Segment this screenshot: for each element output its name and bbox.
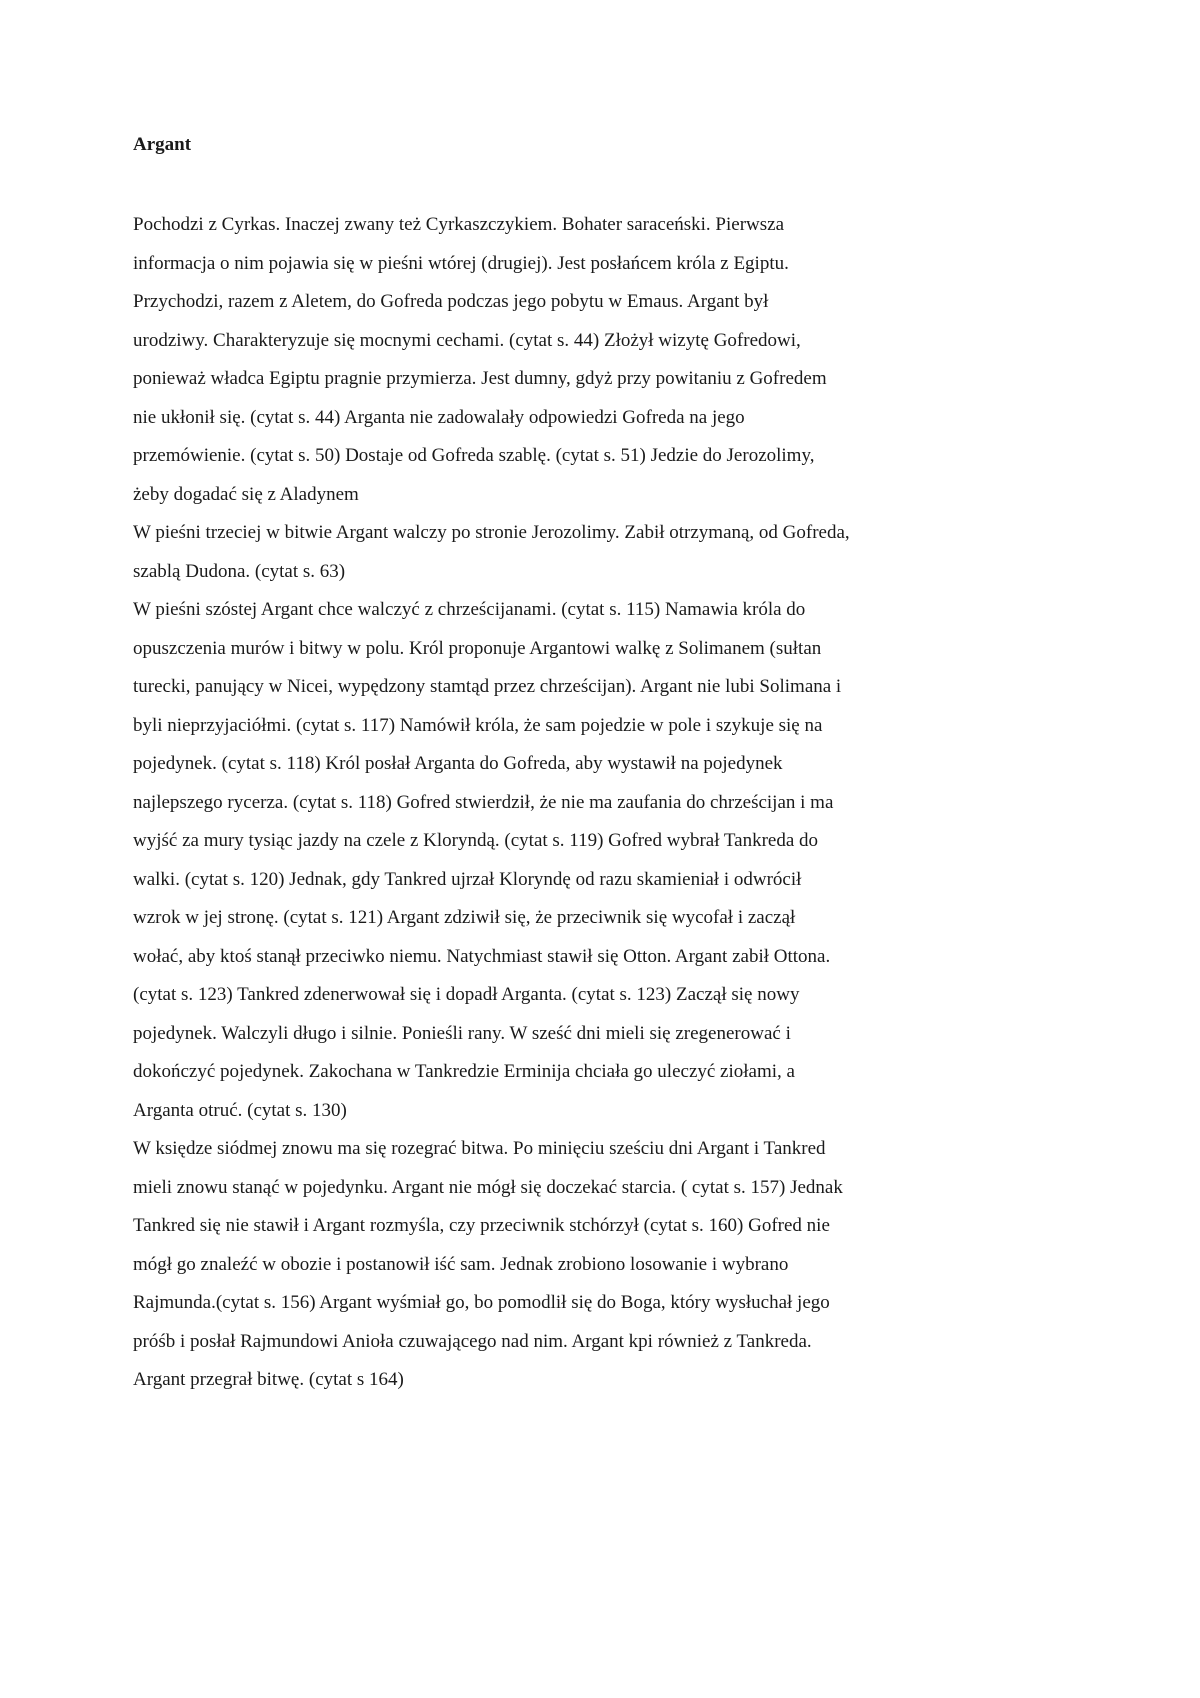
text-line: próśb i posłał Rajmundowi Anioła czuwającego nad nim. Argant kpi również z Tankreda. <box>133 1330 812 1352</box>
document-body <box>133 206 983 1400</box>
text-line: W pieśni szóstej Argant chce walczyć z chrześcijanami. (cytat s. 115) Namawia króla do <box>133 599 806 620</box>
text-line: W pieśni trzeciej w bitwie Argant walczy po stronie Jerozolimy. Zabił otrzymaną, od Gofreda, <box>133 522 850 543</box>
text-line: opuszczenia murów i bitwy w polu. Król proponuje Argantowi walkę z Solimanem (sułtan <box>133 637 822 659</box>
text-line: wyjść za mury tysiąc jazdy na czele z Kloryndą. (cytat s. 119) Gofred wybrał Tankreda do <box>133 830 819 851</box>
text-line: Arganta otruć. (cytat s. 130) <box>133 1099 347 1121</box>
text-line: żeby dogadać się z Aladynem <box>133 483 359 505</box>
text-line: wołać, aby ktoś stanął przeciwko niemu. Natychmiast stawił się Otton. Argant zabił Ottona. <box>133 945 831 967</box>
document-title: Argant <box>133 134 192 155</box>
text-line: urodziwy. Charakteryzuje się mocnymi cechami. (cytat s. 44) Złożył wizytę Gofredowi, <box>133 329 801 351</box>
text-line: pojedynek. (cytat s. 118) Król posłał Arganta do Gofreda, aby wystawił na pojedynek <box>133 753 783 774</box>
text-line: Pochodzi z Cyrkas. Inaczej zwany też Cyrkaszczykiem. Bohater saraceński. Pierwsza <box>133 214 785 235</box>
text-line: turecki, panujący w Nicei, wypędzony stamtąd przez chrześcijan). Argant nie lubi Solimana i <box>133 676 842 697</box>
text-line: ponieważ władca Egiptu pragnie przymierza. Jest dumny, gdyż przy powitaniu z Gofredem <box>133 368 827 389</box>
text-line: byli nieprzyjaciółmi. (cytat s. 117) Namówił króla, że sam pojedzie w pole i szykuje się na <box>133 714 823 736</box>
text-line: nie ukłonił się. (cytat s. 44) Arganta nie zadowalały odpowiedzi Gofreda na jego <box>133 406 745 428</box>
text-line: mieli znowu stanąć w pojedynku. Argant nie mógł się doczekać starcia. ( cytat s. 157) Jednak <box>133 1176 843 1198</box>
text-line: Przychodzi, razem z Aletem, do Gofreda podczas jego pobytu w Emaus. Argant był <box>133 291 769 312</box>
text-line: pojedynek. Walczyli długo i silnie. Ponieśli rany. W sześć dni mieli się zregenerować i <box>133 1022 791 1044</box>
text-line: przemówienie. (cytat s. 50) Dostaje od Gofreda szablę. (cytat s. 51) Jedzie do Jerozolimy, <box>133 445 815 466</box>
text-line: Tankred się nie stawił i Argant rozmyśla, czy przeciwnik stchórzył (cytat s. 160) Gofred nie <box>133 1215 830 1236</box>
text-line: Rajmunda.(cytat s. 156) Argant wyśmiał go, bo pomodlił się do Boga, który wysłuchał jego <box>133 1292 830 1313</box>
text-line: informacja o nim pojawia się w pieśni wtórej (drugiej). Jest posłańcem króla z Egiptu. <box>133 252 789 274</box>
text-line: szablą Dudona. (cytat s. 63) <box>133 560 346 582</box>
text-line: wzrok w jej stronę. (cytat s. 121) Argant zdziwił się, że przeciwnik się wycofał i zaczął <box>133 907 796 928</box>
text-line: W księdze siódmej znowu ma się rozegrać bitwa. Po minięciu sześciu dni Argant i Tankred <box>133 1138 826 1159</box>
text-line: walki. (cytat s. 120) Jednak, gdy Tankred ujrzał Kloryndę od razu skamieniał i odwrócił <box>133 868 802 890</box>
text-line: mógł go znaleźć w obozie i postanowił iść sam. Jednak zrobiono losowanie i wybrano <box>133 1253 789 1275</box>
text-line: najlepszego rycerza. (cytat s. 118) Gofred stwierdził, że nie ma zaufania do chrześcijan i ma <box>133 791 834 813</box>
text-line: dokończyć pojedynek. Zakochana w Tankredzie Erminija chciała go uleczyć ziołami, a <box>133 1061 795 1082</box>
text-line: (cytat s. 123) Tankred zdenerwował się i dopadł Arganta. (cytat s. 123) Zaczął się nowy <box>133 984 800 1005</box>
text-line: Argant przegrał bitwę. (cytat s 164) <box>133 1369 404 1390</box>
